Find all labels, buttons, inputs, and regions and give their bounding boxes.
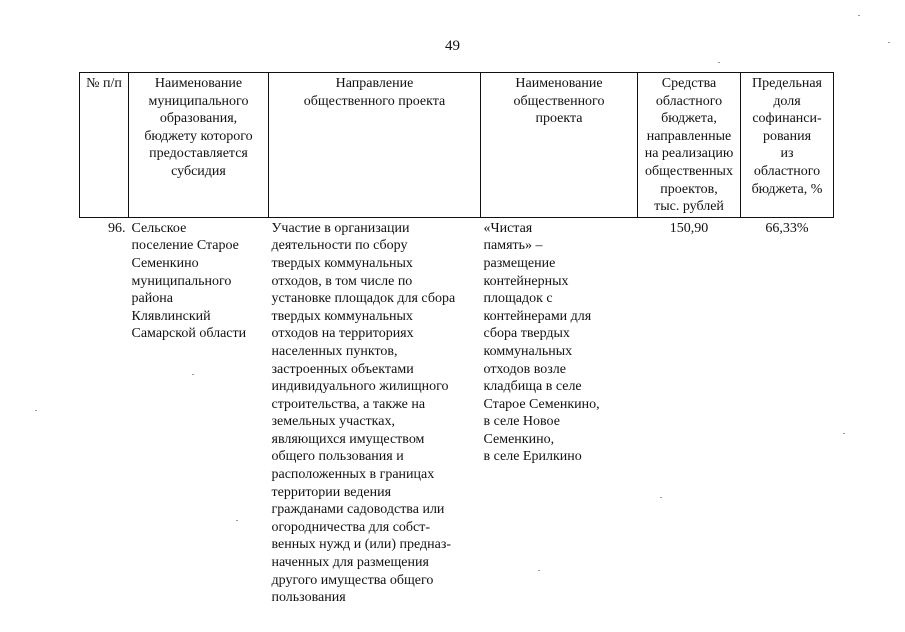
header-number xyxy=(80,73,129,218)
scan-speck xyxy=(843,433,845,434)
row-share xyxy=(741,217,834,607)
header-municipality xyxy=(129,73,269,218)
header-direction xyxy=(269,73,481,218)
subsidy-table xyxy=(79,72,834,607)
row-municipality xyxy=(129,217,269,607)
row-project xyxy=(481,217,638,607)
scan-speck xyxy=(35,410,37,411)
row-number xyxy=(80,217,129,607)
row-funds-text: 150,90 xyxy=(669,220,709,236)
table-row xyxy=(80,217,834,607)
scan-speck xyxy=(858,15,860,16)
row-funds xyxy=(638,217,741,607)
header-funds xyxy=(638,73,741,218)
scan-speck xyxy=(718,62,720,63)
page-number: 49 xyxy=(445,38,460,54)
row-number-text: 96. xyxy=(108,220,126,236)
header-number-text: № п/п xyxy=(86,76,122,91)
row-project-text: «Чистая память» – размещение контейнерных площадок с контейнерами для сбора твердых коммунальных отходов возле кладбища в селе Старое Семенкино, в селе Новое Семенкино, в селе Ерилкино xyxy=(483,220,600,465)
header-project xyxy=(481,73,638,218)
scan-speck xyxy=(192,374,194,375)
scan-speck xyxy=(888,42,890,43)
table-body xyxy=(80,217,834,607)
scan-speck xyxy=(660,497,662,498)
row-direction xyxy=(269,217,481,607)
row-direction-text: Участие в организации деятельности по сбору твердых коммунальных отходов, в том числе по установке площадок для сбора твердых коммунальных отходов на территориях населенных пунктов, застроенных объектами индивидуального жилищного строительства, а также на земельных участках, являющихся имуществом общего пользования и расположенных в границах территории ведения гражданами садоводства или огородничества для собст- венных нужд и (или) предназ- наченных для размещения другого имущества общего пользования xyxy=(271,220,456,606)
scan-speck xyxy=(236,520,238,521)
header-share xyxy=(741,73,834,218)
table-header xyxy=(80,73,834,218)
row-share-text: 66,33% xyxy=(765,220,809,236)
header-share-text: Предельная доля софинанси- рования из областного бюджета, % xyxy=(751,76,823,197)
header-row xyxy=(80,73,834,218)
header-funds-text: Средства областного бюджета, направленные на реализацию общественных проектов, тыс. рублей xyxy=(644,76,734,215)
scan-speck xyxy=(538,570,540,571)
header-direction-text: Направление общественного проекта xyxy=(303,76,446,109)
header-project-text: Наименование общественного проекта xyxy=(513,76,605,127)
header-municipality-text: Наименование муниципального образования, бюджету которого предоставляется субсидия xyxy=(144,76,253,179)
row-municipality-text: Сельское поселение Старое Семенкино муниципального района Клявлинский Самарской области xyxy=(131,220,247,342)
